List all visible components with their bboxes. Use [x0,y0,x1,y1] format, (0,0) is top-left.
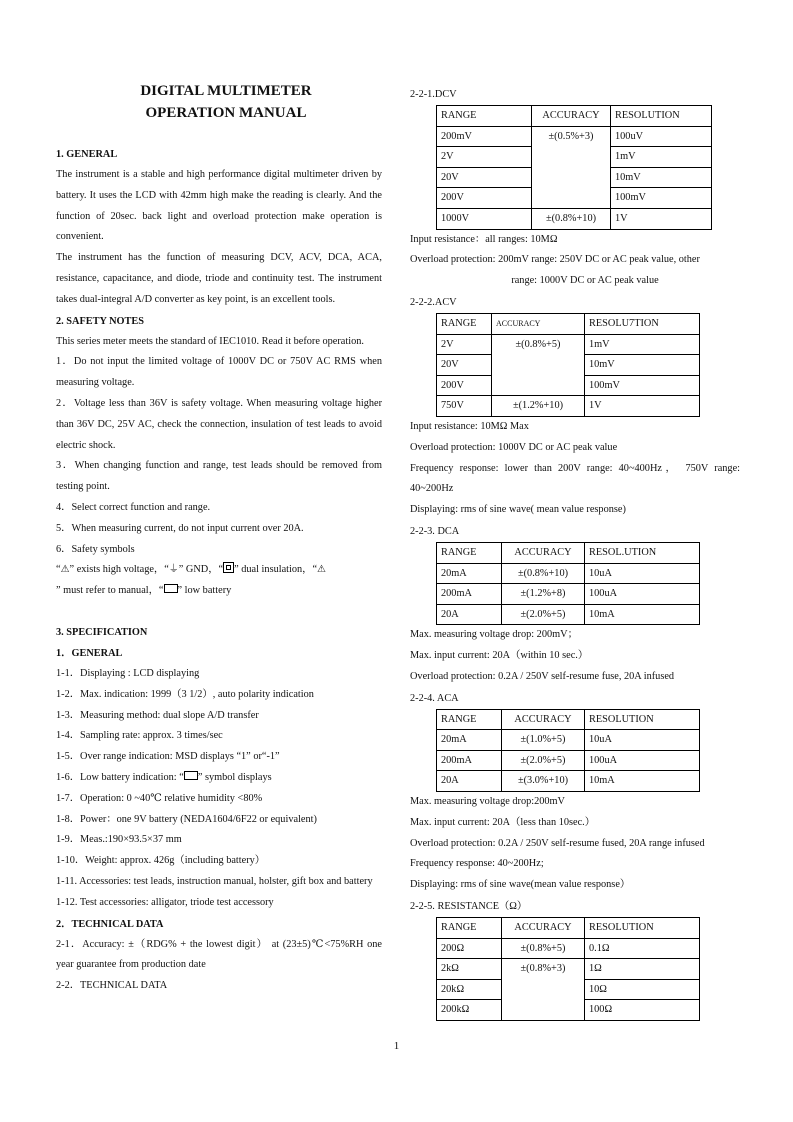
safety-item-5: 5．When measuring current, do not input current over 20A. [56,522,304,534]
spec-item-11: 1-11. Accessories: test leads, instruction manual, holster, gift box and battery [56,875,373,887]
safety-intro: This series meter meets the standard of IEC1010. Read it before operation. [56,335,364,347]
accuracy-cell: ±(2.0%+5) [502,604,585,625]
range-cell: 1000V [437,208,532,229]
range-cell: 20mA [437,730,502,751]
table-row [437,584,700,605]
table-row [437,938,700,959]
table-row [437,542,700,563]
table-row [437,208,712,229]
title-line-2: OPERATION MANUAL [145,105,307,121]
aca-note-2: Max. input current: 20A（less than 10sec.） [410,816,596,828]
dcv-note-2: Overload protection: 200mV range: 250V DC or AC peak value, other [410,254,700,266]
resolution-cell: 100Ω [585,1000,700,1021]
spec-item-6 [56,768,382,789]
resolution-cell: 100uV [611,126,712,147]
sym-text-d: ” dual insulation，“ [234,564,318,576]
range-cell: 200Ω [437,938,502,959]
resolution-cell: 1mV [611,147,712,168]
range-cell: 200mA [437,584,502,605]
sym-text-a: “ [56,564,61,576]
resolution-cell: 10mV [611,167,712,188]
accuracy-cell: ±(2.0%+5) [502,750,585,771]
spec-item-2: 1-2．Max. indication: 1999（3 1/2）, auto polarity indication [56,688,314,700]
tech-heading: 2．TECHNICAL DATA [56,918,164,930]
left-column [56,80,382,997]
accuracy-cell: ±(0.5%+3) [532,126,611,208]
safety-item-4: 4．Select correct function and range. [56,501,211,513]
resolution-cell: 10Ω [585,979,700,1000]
dca-note-2: Max. input current: 20A（within 10 sec.） [410,650,589,662]
header-cell: RANGE [437,106,532,127]
dca-label: 2-2-3. DCA [410,525,460,537]
table-row [437,918,700,939]
header-cell: RESOLU7TION [585,313,700,334]
table-row [437,750,700,771]
spec-item-8: 1-8．Power：one 9V battery (NEDA1604/6F22 or equivalent) [56,813,317,825]
spec-item-6-suffix: ” symbol displays [197,771,272,783]
dcv-label: 2-2-1.DCV [410,89,457,100]
header-cell: RESOLUTION [585,918,700,939]
table-row [437,126,712,147]
acv-table [436,313,700,417]
resolution-cell: 1V [611,208,712,229]
resolution-cell: 1Ω [585,959,700,980]
spec-item-4: 1-4．Sampling rate: approx. 3 times/sec [56,730,223,742]
dca-table [436,542,700,625]
table-row [437,709,700,730]
range-cell: 2V [437,334,492,355]
accuracy-cell: ±(0.8%+10) [502,563,585,584]
spec-item-5: 1-5．Over range indication: MSD displays “1” or“-1” [56,751,280,763]
table-row [437,313,700,334]
acv-note-1: Input resistance: 10MΩ Max [410,420,529,432]
spec-item-6-text: 1-6．Low battery indication: “ [56,771,184,783]
header-cell: ACCURACY [492,313,585,334]
resolution-cell: 100uA [585,750,700,771]
spec-heading: 3. SPECIFICATION [56,626,148,638]
low-battery-icon [184,771,198,780]
aca-note-1: Max. measuring voltage drop:200mV [410,796,565,808]
resolution-cell: 10mA [585,771,700,792]
range-cell: 200mA [437,750,502,771]
range-cell: 20V [437,355,492,376]
spec-item-10: 1-10．Weight: approx. 426g（including battery） [56,855,266,867]
range-cell: 750V [437,396,492,417]
resolution-cell: 10mA [585,604,700,625]
spec-item-7: 1-7．Operation: 0 ~40℃ relative humidity <80% [56,792,263,804]
dca-note-3: Overload protection: 0.2A / 250V self-resume fuse, 20A infused [410,670,675,682]
table-row [437,334,700,355]
safety-item-1: 1．Do not input the limited voltage of 1000V DC or 750V AC RMS when measuring voltage. [56,356,382,389]
accuracy-cell: ±(1.2%+8) [502,584,585,605]
dcv-note-3: range: 1000V DC or AC peak value [511,275,659,287]
range-cell: 200V [437,375,492,396]
range-cell: 20V [437,167,532,188]
right-column [410,84,740,1021]
spec-general-heading: 1．GENERAL [56,647,123,659]
resolution-cell: 10mV [585,355,700,376]
header-cell: RANGE [437,709,502,730]
resolution-cell: 100mV [585,375,700,396]
resolution-cell: 0.1Ω [585,938,700,959]
accuracy-cell: ±(0.8%+10) [532,208,611,229]
header-cell: RESOL.UTION [585,542,700,563]
general-paragraph-1: The instrument is a stable and high performance digital multimeter driven by battery. It uses the LCD with 42mm high make the reading is clearly. And the function of 20sec. back light and overload protection make operation is convenient. [56,169,382,243]
resistance-table [436,917,700,1021]
title-line-1: DIGITAL MULTIMETER [140,83,312,99]
resolution-cell: 10uA [585,563,700,584]
resolution-cell: 100mV [611,188,712,209]
general-heading: 1. GENERAL [56,149,118,160]
caution-icon: ⚠ [317,564,327,576]
range-cell: 2kΩ [437,959,502,980]
table-row [437,106,712,127]
sym-text-c: ” GND，“ [178,564,224,576]
sym-text-b: ” exists high voltage，“ [69,564,169,576]
header-cell: RESOLUTION [585,709,700,730]
safety-heading: 2. SAFETY NOTES [56,315,145,327]
spec-item-3: 1-3．Measuring method: dual slope A/D transfer [56,709,259,721]
header-cell: ACCURACY [502,918,585,939]
header-cell: ACCURACY [532,106,611,127]
ground-icon: ⏚ [168,564,179,576]
spec-item-12: 1-12. Test accessories: alligator, triode test accessory [56,896,274,908]
range-cell: 200V [437,188,532,209]
aca-table [436,709,700,792]
dcv-table [436,105,712,230]
sym-text-e: ” must refer to manual，“ [56,585,164,597]
acv-note-3: Frequency response: lower than 200V range: 40~400Hz， 750V range: 40~200Hz [410,462,740,495]
accuracy-cell: ±(1.2%+10) [492,396,585,417]
table-row [437,730,700,751]
resistance-label: 2-2-5. RESISTANCE（Ω） [410,901,528,913]
table-row [437,396,700,417]
resolution-cell: 10uA [585,730,700,751]
table-row [437,604,700,625]
range-cell: 20mA [437,563,502,584]
document-title [56,80,396,124]
accuracy-note: 2-1．Accuracy: ±（RDG% + the lowest digit） at (23±5)℃<75%RH one year guarantee from production date [56,938,382,971]
acv-label: 2-2-2.ACV [410,296,457,308]
safety-item-3: 3．When changing function and range, test leads should be removed from testing point. [56,460,382,493]
resolution-cell: 100uA [585,584,700,605]
dcv-note-1: Input resistance：all ranges: 10MΩ [410,233,558,245]
range-cell: 200kΩ [437,1000,502,1021]
range-cell: 20A [437,771,502,792]
aca-note-4: Frequency response: 40~200Hz; [410,858,544,870]
acv-note-2: Overload protection: 1000V DC or AC peak value [410,441,618,453]
high-voltage-warning-icon: ⚠ [60,564,70,576]
resolution-cell: 1V [585,396,700,417]
page-number: 1 [393,1040,400,1052]
range-cell: 2V [437,147,532,168]
header-cell: RESOLUTION [611,106,712,127]
table-row [437,771,700,792]
header-cell: ACCURACY [502,709,585,730]
dca-note-1: Max. measuring voltage drop: 200mV； [410,629,578,641]
safety-symbols-line-2 [56,581,382,602]
resolution-cell: 1mV [585,334,700,355]
header-cell: ACCURACY [502,542,585,563]
accuracy-cell: ±(0.8%+5) [492,334,585,396]
spec-item-1: 1-1．Displaying : LCD displaying [56,667,200,679]
table-row [437,959,700,980]
header-cell: RANGE [437,313,492,334]
accuracy-cell: ±(0.8%+5) [502,938,585,959]
low-battery-icon [164,584,178,593]
safety-item-6: 6．Safety symbols [56,543,135,555]
table-row [437,563,700,584]
range-cell: 20A [437,604,502,625]
accuracy-cell: ±(0.8%+3) [502,959,585,1021]
range-cell: 20kΩ [437,979,502,1000]
sym-text-f: ” low battery [177,585,232,597]
accuracy-cell: ±(1.0%+5) [502,730,585,751]
aca-note-5: Displaying: rms of sine wave(mean value response） [410,879,631,891]
general-paragraph-2: The instrument has the function of measuring DCV, ACV, DCA, ACA, resistance, capacitance, and diode, triode and continuity test. The instrument takes dual-integral A/D converter as key point, is an excellent tools. [56,252,382,305]
dual-insulation-icon [223,562,234,573]
range-cell: 200mV [437,126,532,147]
safety-symbols-line-1 [56,560,382,581]
tech-data-label: 2-2．TECHNICAL DATA [56,980,168,992]
safety-item-2: 2．Voltage less than 36V is safety voltage. When measuring voltage higher than 36V DC, 25V AC, check the connection, insulation of test leads to avoid electric shock. [56,397,382,451]
accuracy-cell: ±(3.0%+10) [502,771,585,792]
aca-note-3: Overload protection: 0.2A / 250V self-resume fused, 20A range infused [410,837,705,849]
spec-item-9: 1-9．Meas.:190×93.5×37 mm [56,834,182,846]
acv-note-4: Displaying: rms of sine wave( mean value response) [410,504,626,516]
aca-label: 2-2-4. ACA [410,692,459,704]
header-cell: RANGE [437,918,502,939]
header-cell: RANGE [437,542,502,563]
